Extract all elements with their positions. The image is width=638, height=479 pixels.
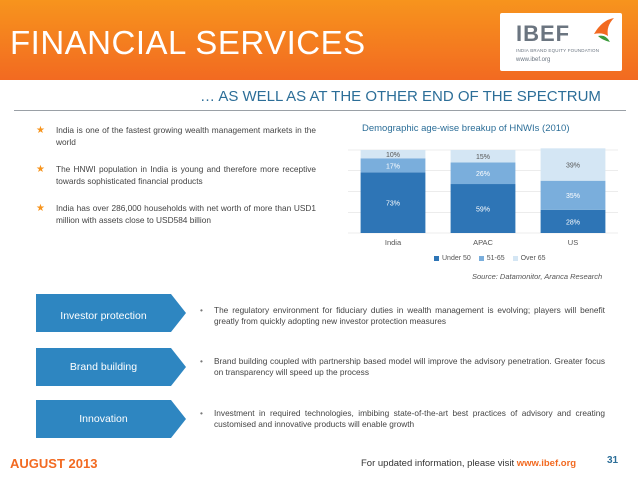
row-text: The regulatory environment for fiduciary duties in wealth management is evolving; players will benefit greatly from quickly adopting new investor protection measures [214,305,605,326]
star-icon: ★ [36,164,45,175]
stacked-bar-chart [338,138,628,250]
logo-text: IBEF [516,21,571,46]
chart-legend [428,255,546,262]
data-label: 28% [565,219,581,227]
x-tick-label: US [567,238,579,247]
bullet-item [36,202,316,226]
footer-date: AUGUST 2013 [10,456,98,471]
data-label: 10% [385,152,401,160]
ibef-logo[interactable] [500,13,622,71]
row-label: Brand building [69,361,138,373]
bullet-text: India has over 286,000 households with net worth of more than USD1 million with assets close to USD584 billion [56,203,316,225]
legend-label: Under 50 [442,255,471,262]
row-text: Brand building coupled with partnership based model will improve the advisory penetration. Greater focus on transparency will speed up the process [214,356,605,377]
legend-swatch [479,256,484,261]
star-icon: ★ [36,125,45,136]
bullet-dot-icon: • [200,408,203,418]
legend-swatch [513,256,518,261]
row-text: Investment in required technologies, imbibing state-of-the-art best practices of advisory and creating customised and innovative products will enable growth [214,408,605,429]
page-number: 31 [607,455,619,466]
bullet-item [36,124,316,148]
page-title: FINANCIAL SERVICES [10,24,366,61]
legend-label: Over 65 [520,255,546,262]
row-label: Innovation [79,413,128,425]
data-label: 59% [475,206,491,214]
bullet-dot-icon: • [200,305,203,315]
row-description [200,305,605,327]
x-tick-label: India [384,238,402,247]
logo-url: www.ibef.org [516,57,551,63]
bullet-text: The HNWI population in India is young and therefore more receptive towards sophisticated financial products [56,164,316,186]
legend-swatch [434,256,439,261]
header-bar [0,0,638,80]
data-label: 17% [385,163,401,171]
divider [14,110,626,111]
footer-link[interactable]: www.ibef.org [516,458,577,469]
chart-title: Demographic age-wise breakup of HNWIs (2010) [362,123,570,134]
row-label: Investor protection [60,310,147,322]
section-subtitle: … AS WELL AS AT THE OTHER END OF THE SPECTRUM [200,88,601,105]
data-label: 15% [475,154,491,162]
legend-label: 51-65 [486,255,505,262]
chart-source: Source: Datamonitor, Aranca Research [472,272,603,281]
bullet-list [36,124,316,241]
bullet-item [36,163,316,187]
row-description [200,356,605,378]
data-label: 26% [475,171,491,179]
footer-info [361,458,576,469]
row-description [200,408,605,430]
star-icon: ★ [36,203,45,214]
bird-logo-icon [592,16,616,46]
bullet-dot-icon: • [200,356,203,366]
data-label: 73% [385,200,401,208]
x-tick-label: APAC [473,238,493,247]
logo-subtext: INDIA BRAND EQUITY FOUNDATION [516,48,600,53]
data-label: 35% [565,193,581,201]
bullet-text: India is one of the fastest growing wealth management markets in the world [56,125,316,147]
data-label: 39% [565,162,581,170]
footer-info-text: For updated information, please visit [361,458,517,469]
